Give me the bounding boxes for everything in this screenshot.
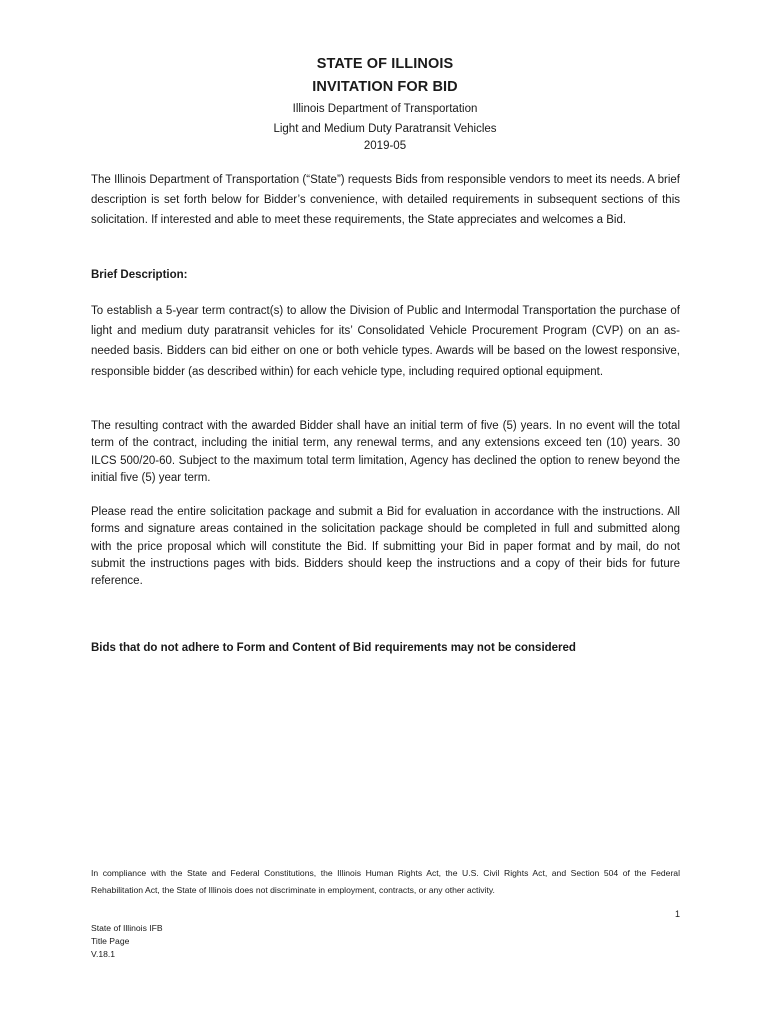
doc-id-line-1: State of Illinois IFB bbox=[91, 923, 163, 933]
instructions-paragraph: Please read the entire solicitation package and submit a Bid for evaluation in accordance with the instructions. All forms and signature areas contained in the solicitation package should be completed in full and submitted along with the price proposal which will constitute the Bid. If submitting your Bid in paper format and by mail, do not submit the instructions pages with bids. Bidders should keep the instructions and a copy of their bids for future reference. bbox=[91, 506, 680, 588]
document-type-title: INVITATION FOR BID bbox=[312, 79, 458, 95]
project-name: Light and Medium Duty Paratransit Vehicles bbox=[273, 123, 497, 135]
intro-paragraph: The Illinois Department of Transportation (“State”) requests Bids from responsible vendors to meet its needs. A brief description is set forth below for Bidder’s convenience, with detailed requirements in subsequent sections of this solicitation. If interested and able to meet these requirements, the State appreciates and welcomes a Bid. bbox=[91, 174, 680, 227]
doc-id-line-2: Title Page bbox=[91, 936, 130, 946]
contract-term-paragraph: The resulting contract with the awarded Bidder shall have an initial term of five (5) years. In no event will the total term of the contract, including the initial term, any renewal terms, and any extensions exceed ten (10) years. 30 ILCS 500/20-60. Subject to the maximum total term limitation, Agency has declined the option to renew beyond the initial five (5) year term. bbox=[91, 420, 680, 484]
compliance-warning: Bids that do not adhere to Form and Content of Bid requirements may not be considered bbox=[91, 642, 576, 654]
department-name: Illinois Department of Transportation bbox=[292, 103, 478, 115]
doc-id-line-3: V.18.1 bbox=[91, 949, 116, 959]
bid-number: 2019-05 bbox=[363, 140, 407, 152]
brief-description-heading: Brief Description: bbox=[91, 269, 188, 281]
nondiscrimination-notice: In compliance with the State and Federal Constitutions, the Illinois Human Rights Act, the U.S. Civil Rights Act, and Section 504 of the Federal Rehabilitation Act, the State of Illinois does not discriminate in employment, contracts, or any other activity. bbox=[91, 868, 680, 895]
state-title: STATE OF ILLINOIS bbox=[316, 56, 454, 72]
brief-description-paragraph: To establish a 5-year term contract(s) to allow the Division of Public and Intermodal Transportation the purchase of light and medium duty paratransit vehicles for its’ Consolidated Vehicle Procurement Program (CVP) on an as-needed basis. Bidders can bid either on one or both vehicle types. Awards will be based on the lowest responsive, responsible bidder (as described within) for each vehicle type, including required optional equipment. bbox=[91, 305, 680, 378]
page-number: 1 bbox=[674, 909, 680, 919]
